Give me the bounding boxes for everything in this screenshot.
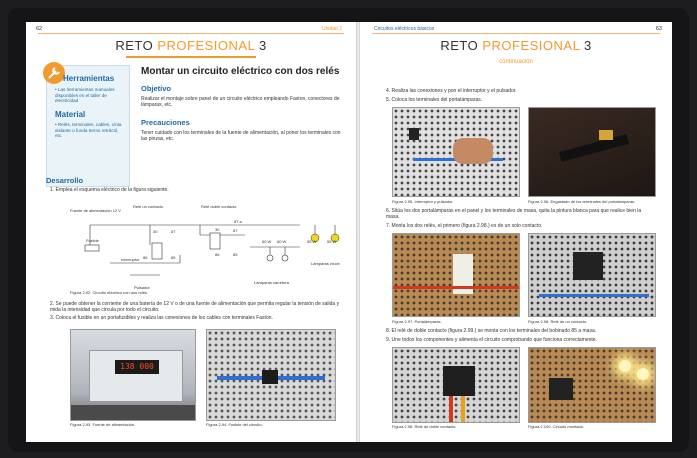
right-reto-title	[360, 38, 672, 53]
step-4: 4. Realiza las conexiones y pon el interruptor y el pulsador.	[386, 88, 517, 94]
left-page-number: 62	[36, 26, 43, 32]
terminal-86: 86	[143, 255, 148, 260]
lit-lamp-2	[637, 368, 649, 380]
assembled-relay	[549, 378, 573, 400]
figure-caption-2-95: Figura 2.95. Interruptor y pulsador.	[392, 199, 454, 204]
schematic-interruptor-label: Interruptor	[121, 257, 140, 262]
photo-switch	[392, 107, 520, 197]
book	[8, 8, 689, 452]
terminal-87: 87	[171, 229, 176, 234]
figure-caption-2-100: Figura 2.100. Circuito montado.	[528, 424, 585, 429]
right-page	[360, 22, 672, 442]
left-reto-title	[26, 38, 356, 53]
schematic-fuente-label: Fuente de alimentación 12 V	[70, 208, 121, 213]
figure-caption-2-92: Figura 2.92. Circuito eléctrico con dos relés.	[70, 290, 149, 295]
figure-caption-2-94: Figura 2.94. Fusible del circuito.	[206, 422, 263, 427]
terminal-30b: 30	[215, 227, 220, 232]
relay-wire	[539, 294, 649, 297]
circuit-schematic	[70, 215, 350, 290]
hand	[453, 138, 493, 164]
terminal-30: 30	[153, 229, 158, 234]
figure-caption-2-99: Figura 2.98. Relé de doble contacto.	[392, 424, 457, 429]
step-2: 2. Se puede obtener la corriente de una batería de 12 V o de una fuente de alimentación que permita regular la tensión de salida y mida la intensidad que circula por todo el circuito.	[50, 301, 340, 314]
psu-display: 138 000	[115, 360, 159, 374]
psu-body	[89, 350, 183, 402]
wrench-icon	[43, 62, 65, 84]
relay-single	[573, 252, 603, 280]
left-header-rule	[38, 33, 344, 34]
reto-word2: PROFESIONAL	[157, 38, 255, 53]
fuse-holder	[262, 370, 278, 384]
photo-relay-single	[528, 233, 656, 317]
terminal-85b: 85	[233, 252, 238, 257]
schematic-cruce-label: Lámparas cruce	[311, 261, 340, 266]
relay-double	[443, 366, 475, 396]
schematic-fusible-label: Fusible	[86, 238, 99, 243]
terminal-87a: 87 a	[234, 219, 242, 224]
material-text: • Relés, terminales, cables, cinta aislante o funda termo retráctil, etc.	[55, 122, 122, 139]
schematic-60w-b: 60 W	[277, 239, 287, 244]
step-8: 8. El relé de doble contacto (figura 2.99.) se monta con los terminales del bobinado 85 a masa.	[386, 328, 597, 334]
red-wire	[393, 286, 519, 289]
left-page	[26, 22, 357, 442]
precauciones-text: Tener cuidado con los terminales de la fuente de alimentación, al poner los terminales con las pinzas, etc.	[141, 130, 341, 143]
terminal	[599, 130, 613, 140]
herramientas-heading: Herramientas	[63, 74, 115, 83]
step-5: 5. Coloca los terminales del portalámparas.	[386, 97, 483, 103]
psu-table	[71, 405, 195, 420]
step-7: 7. Monta los dos relés, el primero (figura 2.98.) es de un solo contacto.	[386, 223, 543, 229]
figure-caption-2-97: Figura 2.97. Portalámparas.	[392, 319, 442, 324]
figure-caption-2-93: Figura 2.93. Fuente de alimentación.	[70, 422, 136, 427]
desarrollo-heading: Desarrollo	[46, 176, 84, 185]
reto-word2: PROFESIONAL	[482, 38, 580, 53]
photo-relay-double	[392, 347, 520, 423]
terminal-86b: 86	[215, 252, 220, 257]
schematic-pulsador-label: Pulsador	[134, 285, 150, 290]
crimp-tool	[559, 134, 629, 162]
terminal-87b: 87	[233, 228, 238, 233]
relay-red-wire	[449, 396, 453, 422]
schematic-rele-label: Relé un contacto	[133, 204, 164, 209]
page-title: Montar un circuito eléctrico con dos relés	[141, 66, 340, 77]
lit-lamp-1	[619, 360, 631, 372]
right-page-number: 63	[655, 26, 662, 32]
photo-lampholders	[392, 233, 520, 317]
precauciones-heading: Precauciones	[141, 118, 190, 127]
step-3: 3. Coloca el fusible en un portafusibles y realiza las conexiones de los cables con terminales Faston.	[50, 315, 273, 321]
switch-block	[409, 128, 419, 140]
sidebar-box	[46, 65, 130, 187]
schematic-55w-b: 55 W	[327, 239, 337, 244]
figure-caption-2-98: Figura 2.98. Relé de un contacto.	[528, 319, 588, 324]
reto-number: 3	[258, 38, 267, 53]
reto-underline	[126, 56, 256, 58]
photo-fuse	[206, 329, 336, 421]
reto-word1: RETO	[115, 38, 154, 53]
photo-circuit-assembled	[528, 347, 656, 423]
photo-crimping	[528, 107, 656, 197]
right-header-rule	[372, 33, 660, 34]
terminal-85: 85	[171, 255, 176, 260]
right-running-head: Circuitos eléctricos básicos	[374, 26, 435, 32]
reto-number: 3	[583, 38, 592, 53]
objetivo-heading: Objetivo	[141, 84, 172, 93]
step-6: 6. Sitúa los dos portalámparas en el panel y los terminales de masa, quita la pintura blanca para que realice bien la masa.	[386, 208, 642, 221]
continuacion-label: continuación	[499, 59, 533, 65]
schematic-60w-a: 60 W	[262, 239, 272, 244]
step-9: 9. Une todos los componentes y alimenta el circuito comprobando que funciona correctamente.	[386, 337, 597, 343]
schematic-55w-a: 55 W	[307, 239, 317, 244]
step-1: 1. Emplea el esquema eléctrico de la figura siguiente.	[50, 187, 169, 193]
material-heading: Material	[55, 110, 86, 119]
objetivo-text: Realizar el montaje sobre panel de un circuito eléctrico empleando Faston, conectores de lámparas, etc.	[141, 96, 340, 109]
left-running-head: Unidad 2	[321, 26, 342, 32]
photo-power-supply	[70, 329, 196, 421]
schematic-rele-doble-label: Relé doble contacto	[201, 204, 237, 209]
relay-orange-wire	[461, 396, 465, 422]
reto-word1: RETO	[440, 38, 479, 53]
figure-caption-2-96: Figura 2.96. Engastado de los terminales del portalámparas.	[528, 199, 636, 204]
schematic-carretera-label: Lámparas carretera	[254, 280, 289, 285]
herramientas-text: • Las herramientas manuales disponibles en el taller de electricidad	[55, 87, 115, 104]
